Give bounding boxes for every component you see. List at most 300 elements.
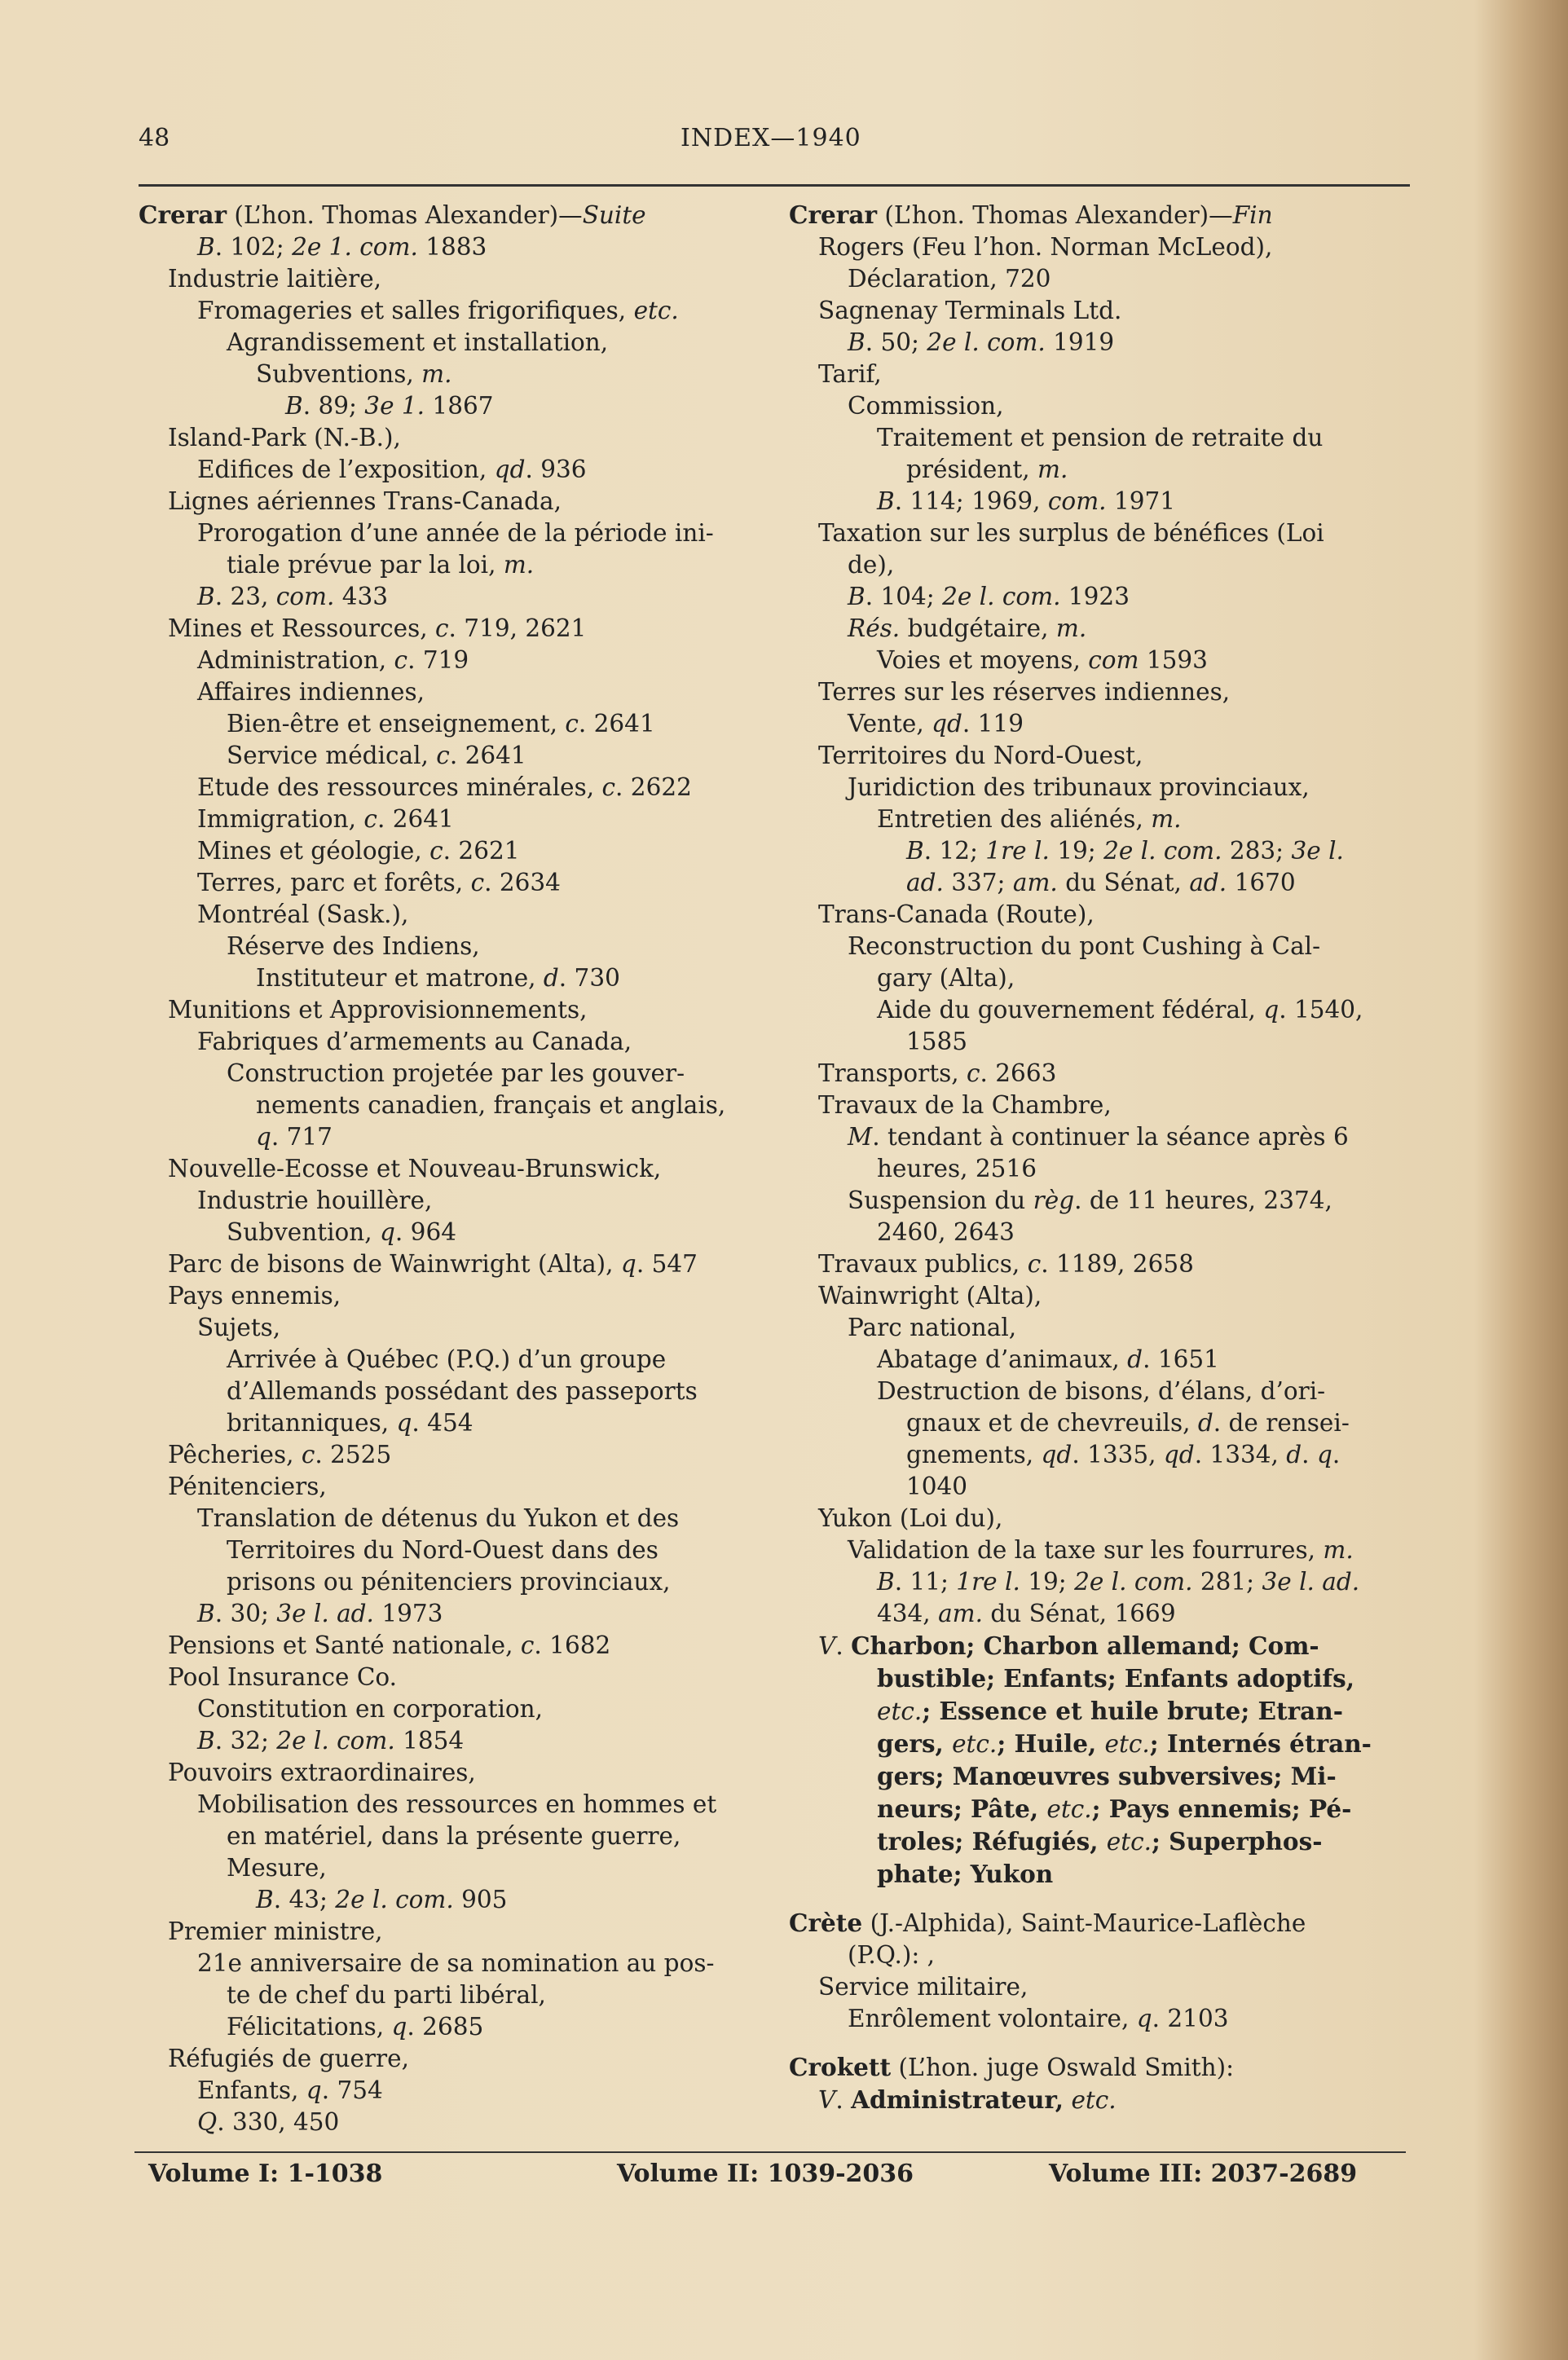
- index-line-text: q: [396, 1409, 412, 1437]
- page-header: [139, 124, 1410, 160]
- index-line: [789, 1695, 1412, 1728]
- index-line-text: 3e l. ad.: [276, 1600, 374, 1627]
- index-line-text: 1585: [906, 1028, 968, 1055]
- index-line: [139, 613, 758, 645]
- index-line-text: . 1651: [1143, 1345, 1219, 1373]
- index-line-text: ad.: [1189, 869, 1227, 896]
- index-line: [139, 645, 758, 676]
- index-line-text: . de 11 heures, 2374,: [1074, 1187, 1332, 1214]
- index-line: [789, 1280, 1412, 1312]
- index-line-text: .: [1302, 1441, 1317, 1468]
- index-line-text: . 1334,: [1194, 1441, 1287, 1468]
- index-line: [789, 1344, 1412, 1376]
- index-line: [789, 1858, 1412, 1891]
- index-line-text: qd: [1041, 1441, 1072, 1468]
- index-line-text: . 754: [321, 2076, 383, 2104]
- index-line-text: c: [394, 646, 408, 674]
- index-line: [139, 1090, 758, 1121]
- index-line: [139, 1471, 758, 1503]
- index-line-text: .: [835, 1632, 852, 1660]
- index-line-text: Crokett: [789, 2053, 892, 2081]
- index-line-text: Agrandissement et installation,: [227, 328, 609, 356]
- index-line: [789, 295, 1412, 327]
- index-line-text: . 2622: [615, 773, 692, 801]
- index-line-text: Lignes aériennes Trans-Canada,: [168, 487, 562, 515]
- index-line-text: Vente,: [848, 710, 932, 738]
- index-line-text: gers,: [877, 1729, 953, 1758]
- index-line-text: Tarif,: [818, 360, 882, 388]
- index-line: [789, 899, 1412, 931]
- index-line: [789, 1439, 1412, 1471]
- index-line: [139, 1725, 758, 1757]
- index-line: [789, 1940, 1412, 1971]
- index-line-text: du Sénat,: [1057, 869, 1190, 896]
- index-line: [789, 2003, 1412, 2035]
- index-line: [789, 1312, 1412, 1344]
- index-line: [789, 1662, 1412, 1695]
- index-line: [789, 994, 1412, 1026]
- index-line-text: B: [197, 1727, 215, 1755]
- index-line-text: 905: [453, 1886, 508, 1913]
- index-line-text: Taxation sur les surplus de bénéfices (Loi: [818, 519, 1324, 547]
- index-line: [139, 581, 758, 613]
- footer-rule: [134, 2151, 1406, 2153]
- index-line: [139, 1376, 758, 1407]
- index-line-text: . 936: [525, 456, 587, 483]
- index-line-text: . 11;: [894, 1568, 957, 1596]
- index-line-text: Destruction de bisons, d’élans, d’ori-: [877, 1377, 1326, 1405]
- index-line-text: te de chef du parti libéral,: [227, 1981, 546, 2009]
- index-line-text: Pensions et Santé nationale,: [168, 1631, 521, 1659]
- index-line-text: m.: [1055, 614, 1087, 642]
- index-line-text: . 717: [271, 1123, 333, 1151]
- index-line-text: B: [906, 837, 924, 865]
- index-line-text: B: [197, 1600, 215, 1627]
- index-line: [139, 1916, 758, 1948]
- index-line-text: etc.: [1046, 1795, 1092, 1823]
- index-line-text: tiale prévue par la loi,: [227, 551, 504, 579]
- index-line-text: règ: [1033, 1187, 1075, 1214]
- entry-gap: [789, 2035, 1412, 2051]
- index-line-text: Aide du gouvernement fédéral,: [877, 996, 1264, 1024]
- index-line-text: . 2634: [484, 869, 561, 896]
- index-line: [139, 931, 758, 962]
- index-line-text: Validation de la taxe sur les fourrures,: [848, 1536, 1324, 1564]
- index-line-text: com.: [1047, 487, 1107, 515]
- index-line-text: en matériel, dans la présente guerre,: [227, 1822, 681, 1850]
- index-line-text: Abatage d’animaux,: [877, 1345, 1128, 1373]
- index-line-text: Service médical,: [227, 742, 437, 769]
- index-line-text: Juridiction des tribunaux provinciaux,: [848, 773, 1310, 801]
- index-line: [139, 1948, 758, 1979]
- index-line-text: Sujets,: [197, 1314, 281, 1341]
- index-line: [139, 359, 758, 390]
- index-line: [789, 486, 1412, 517]
- index-line: [139, 1693, 758, 1725]
- index-line-text: britanniques,: [227, 1409, 397, 1437]
- index-line-text: Fabriques d’armements au Canada,: [197, 1028, 632, 1055]
- index-line: [139, 1185, 758, 1217]
- index-line-text: 1670: [1227, 869, 1296, 896]
- index-line: [789, 1407, 1412, 1439]
- index-line-text: Arrivée à Québec (P.Q.) d’un groupe: [227, 1345, 667, 1373]
- index-line: [139, 708, 758, 740]
- index-line-text: Premier ministre,: [168, 1918, 383, 1945]
- index-line-text: (L’hon. juge Oswald Smith):: [891, 2054, 1235, 2081]
- index-line: [139, 231, 758, 263]
- index-line: [139, 835, 758, 867]
- index-line: [789, 263, 1412, 295]
- index-line-text: de),: [848, 551, 895, 579]
- index-line: [789, 1566, 1412, 1598]
- entry-gap: [789, 1891, 1412, 1907]
- index-line-text: . 119: [962, 710, 1024, 738]
- index-line: [789, 1217, 1412, 1248]
- index-line-text: d: [543, 964, 559, 992]
- index-line-text: Suite: [582, 201, 646, 229]
- index-line-text: Mines et géologie,: [197, 837, 430, 865]
- index-line-text: Trans-Canada (Route),: [818, 900, 1095, 928]
- index-line: [789, 327, 1412, 359]
- index-line: [789, 1026, 1412, 1058]
- index-line-text: d: [1286, 1441, 1302, 1468]
- index-line-text: heures, 2516: [877, 1155, 1037, 1182]
- index-line-text: Félicitations,: [227, 2013, 392, 2041]
- index-line: [139, 486, 758, 517]
- index-line: [139, 1026, 758, 1058]
- index-line: [139, 1121, 758, 1153]
- index-line-text: q: [256, 1123, 271, 1151]
- index-line-text: troles; Réfugiés,: [877, 1827, 1107, 1856]
- index-line-text: Charbon; Charbon allemand; Com-: [851, 1631, 1319, 1660]
- index-line: [789, 581, 1412, 613]
- index-line: [789, 199, 1412, 231]
- index-line: [139, 199, 758, 231]
- index-line-text: Parc national,: [848, 1314, 1017, 1341]
- index-line-text: Pouvoirs extraordinaires,: [168, 1759, 476, 1786]
- index-line-text: B: [197, 583, 215, 610]
- index-line: [139, 804, 758, 835]
- index-line-text: B: [877, 487, 895, 515]
- index-line-text: . 719: [407, 646, 469, 674]
- index-line-text: Munitions et Approvisionnements,: [168, 996, 588, 1024]
- index-line-text: c: [436, 742, 450, 769]
- index-line-text: ; Superphos-: [1151, 1827, 1323, 1856]
- index-line: [139, 1153, 758, 1185]
- index-line-text: c: [435, 614, 449, 642]
- index-line-text: Constitution en corporation,: [197, 1695, 544, 1723]
- index-line-text: . 50;: [865, 328, 927, 356]
- index-line-text: . 12;: [923, 837, 986, 865]
- index-line-text: 337;: [943, 869, 1013, 896]
- index-line: [789, 1471, 1412, 1503]
- index-line-text: Traitement et pension de retraite du: [877, 424, 1324, 451]
- index-line-text: qd: [932, 710, 962, 738]
- index-line-text: Yukon (Loi du),: [818, 1504, 1003, 1532]
- index-line: [789, 1121, 1412, 1153]
- index-line: [139, 2011, 758, 2043]
- index-line: [139, 740, 758, 772]
- index-line-text: 281;: [1192, 1568, 1262, 1596]
- index-line: [139, 1217, 758, 1248]
- index-line: [789, 676, 1412, 708]
- index-line-text: c: [565, 710, 579, 738]
- index-line-text: ; Essence et huile brute; Etran-: [922, 1697, 1343, 1725]
- index-line-text: q: [1263, 996, 1280, 1024]
- index-line: [139, 1884, 758, 1916]
- index-line-text: etc.: [633, 297, 679, 324]
- index-line-text: Parc de bisons de Wainwright (Alta),: [168, 1250, 621, 1278]
- right-column: [789, 199, 1412, 2116]
- index-line-text: .: [1332, 1441, 1341, 1468]
- index-line-text: Wainwright (Alta),: [818, 1282, 1042, 1310]
- index-line-text: m.: [503, 551, 535, 579]
- index-line-text: 1971: [1106, 487, 1175, 515]
- index-line-text: 283;: [1222, 837, 1292, 865]
- index-line-text: . 454: [412, 1409, 473, 1437]
- index-line-text: 433: [334, 583, 389, 610]
- index-line-text: qd: [494, 456, 526, 483]
- index-line: [139, 1789, 758, 1821]
- index-line-text: Enrôlement volontaire,: [848, 2005, 1137, 2032]
- index-line-text: B: [285, 392, 303, 420]
- index-line-text: bustible; Enfants; Enfants adoptifs,: [877, 1664, 1354, 1693]
- index-line-text: c: [967, 1059, 980, 1087]
- index-line-text: Q: [197, 2108, 218, 2136]
- index-line: [789, 517, 1412, 549]
- index-line-text: . 1682: [534, 1631, 611, 1659]
- index-line-text: Voies et moyens,: [877, 646, 1089, 674]
- index-line: [139, 1407, 758, 1439]
- index-line: [139, 676, 758, 708]
- index-line-text: 19;: [1049, 837, 1104, 865]
- index-line: [789, 740, 1412, 772]
- index-line: [139, 263, 758, 295]
- index-line: [139, 1280, 758, 1312]
- index-line: [139, 1534, 758, 1566]
- index-line-text: q: [380, 1218, 395, 1246]
- index-line: [789, 454, 1412, 486]
- index-line-text: nements canadien, français et anglais,: [256, 1091, 726, 1119]
- index-line-text: Pénitenciers,: [168, 1473, 327, 1500]
- index-line-text: 1867: [425, 392, 494, 420]
- index-line-text: Bien-être et enseignement,: [227, 710, 566, 738]
- index-line-text: 1923: [1060, 583, 1130, 610]
- index-line: [789, 1760, 1412, 1793]
- index-line-text: q: [1136, 2005, 1152, 2032]
- index-line-text: com.: [275, 583, 335, 610]
- index-line: [139, 2075, 758, 2107]
- index-line-text: Immigration,: [197, 805, 364, 833]
- index-line-text: . 330, 450: [217, 2108, 340, 2136]
- index-line-text: . 23,: [214, 583, 276, 610]
- index-line: [139, 454, 758, 486]
- index-line-text: 2e l. com.: [1074, 1568, 1193, 1596]
- index-line-text: etc.: [1104, 1730, 1150, 1758]
- index-line: [139, 1312, 758, 1344]
- index-line-text: 2e l. com.: [927, 328, 1046, 356]
- index-line: [139, 1662, 758, 1693]
- index-line-text: . 2641: [377, 805, 454, 833]
- index-line-text: phate; Yukon: [877, 1860, 1054, 1888]
- index-line-text: ; Pays ennemis; Pé-: [1091, 1794, 1352, 1823]
- index-line-text: Fromageries et salles frigorifiques,: [197, 297, 634, 324]
- index-line-text: gers; Manœuvres subversives; Mi-: [877, 1762, 1337, 1790]
- index-line-text: Terres sur les réserves indiennes,: [818, 678, 1231, 706]
- index-line-text: M: [848, 1123, 873, 1151]
- index-line-text: m.: [421, 360, 452, 388]
- index-line: [789, 1630, 1412, 1662]
- index-line-text: Crète: [789, 1909, 863, 1937]
- index-line-text: . 2525: [315, 1441, 392, 1468]
- index-line-text: ; Huile,: [997, 1729, 1105, 1758]
- index-line-text: . 2103: [1152, 2005, 1229, 2032]
- index-line-text: q: [620, 1250, 636, 1278]
- index-line-text: 1919: [1045, 328, 1115, 356]
- index-line-text: etc.: [877, 1697, 923, 1725]
- index-line-text: 1883: [417, 233, 487, 261]
- index-line-text: qd: [1163, 1441, 1195, 1468]
- index-line-text: . 964: [394, 1218, 456, 1246]
- index-line: [789, 1185, 1412, 1217]
- index-line-text: gnaux et de chevreuils,: [906, 1409, 1198, 1437]
- index-line-text: (L’hon. Thomas Alexander)—: [227, 201, 583, 229]
- index-line-text: du Sénat, 1669: [983, 1600, 1176, 1627]
- index-line-text: Pool Insurance Co.: [168, 1663, 398, 1691]
- index-line-text: c: [1027, 1250, 1042, 1278]
- index-line: [789, 1598, 1412, 1630]
- index-line: [139, 994, 758, 1026]
- index-line-text: Crerar: [789, 200, 877, 229]
- index-line-text: . 43;: [273, 1886, 336, 1913]
- index-line: [139, 1598, 758, 1630]
- index-line: [139, 772, 758, 804]
- index-line-text: Transports,: [818, 1059, 967, 1087]
- index-line-text: Réfugiés de guerre,: [168, 2045, 409, 2072]
- index-line-text: 3e 1.: [364, 392, 425, 420]
- index-line: [139, 1248, 758, 1280]
- index-line: [789, 1728, 1412, 1760]
- index-line-text: . 114; 1969,: [894, 487, 1048, 515]
- index-line-text: B: [256, 1886, 274, 1913]
- index-line-text: Commission,: [848, 392, 1004, 420]
- index-line-text: 1re l.: [956, 1568, 1020, 1596]
- index-line: [789, 1534, 1412, 1566]
- index-line-text: Mines et Ressources,: [168, 614, 435, 642]
- index-line: [789, 2051, 1412, 2084]
- index-line: [139, 327, 758, 359]
- index-line: [789, 390, 1412, 422]
- index-line: [789, 2084, 1412, 2116]
- index-line-text: Etude des ressources minérales,: [197, 773, 602, 801]
- index-line: [139, 899, 758, 931]
- index-line: [789, 613, 1412, 645]
- index-line-text: d: [1197, 1409, 1213, 1437]
- index-line-text: 3e l.: [1291, 837, 1344, 865]
- index-line-text: .: [835, 2086, 852, 2114]
- index-line-text: c: [520, 1631, 535, 1659]
- index-line-text: Administrateur,: [851, 2085, 1064, 2114]
- index-line-text: Edifices de l’exposition,: [197, 456, 495, 483]
- left-column: [139, 199, 758, 2138]
- index-line-text: . 32;: [214, 1727, 277, 1755]
- index-line-text: 21e anniversaire de sa nomination au pos-: [197, 1949, 715, 1977]
- index-line-text: B: [877, 1568, 895, 1596]
- footer-volume-3: Volume III: 2037-2689: [1049, 2160, 1358, 2188]
- index-line-text: Terres, parc et forêts,: [197, 869, 471, 896]
- index-line: [789, 1971, 1412, 2003]
- index-line: [139, 1566, 758, 1598]
- index-line-text: gnements,: [906, 1441, 1042, 1468]
- index-line-text: 19;: [1020, 1568, 1075, 1596]
- index-line-text: 2e l. com.: [335, 1886, 454, 1913]
- index-line-text: 2460, 2643: [877, 1218, 1015, 1246]
- index-line: [789, 1248, 1412, 1280]
- index-line-text: prisons ou pénitenciers provinciaux,: [227, 1568, 671, 1596]
- index-line-text: Crerar: [139, 200, 227, 229]
- index-line-text: Fin: [1232, 201, 1273, 229]
- index-line: [139, 2043, 758, 2075]
- index-line-text: 1593: [1139, 646, 1208, 674]
- index-line-text: q: [306, 2076, 322, 2104]
- index-line: [139, 962, 758, 994]
- index-line: [789, 1825, 1412, 1858]
- index-line-text: m.: [1323, 1536, 1354, 1564]
- index-line-text: com: [1088, 646, 1139, 674]
- index-line: [789, 962, 1412, 994]
- index-line-text: d: [1127, 1345, 1143, 1373]
- index-line-text: Translation de détenus du Yukon et des: [197, 1504, 680, 1532]
- index-line-text: c: [429, 837, 443, 865]
- index-line-text: (L’hon. Thomas Alexander)—: [877, 201, 1233, 229]
- index-line-text: 2e 1. com.: [292, 233, 418, 261]
- index-line-text: B: [848, 583, 865, 610]
- index-line-text: Nouvelle-Ecosse et Nouveau-Brunswick,: [168, 1155, 662, 1182]
- index-line: [139, 1821, 758, 1852]
- index-line: [139, 1630, 758, 1662]
- index-line-text: Pêcheries,: [168, 1441, 302, 1468]
- index-line-text: 2e l. com.: [1103, 837, 1222, 865]
- index-line: [789, 1793, 1412, 1825]
- header-rule: [139, 184, 1410, 187]
- index-line-text: Prorogation d’une année de la période ini-: [197, 519, 714, 547]
- index-line: [789, 804, 1412, 835]
- index-line: [789, 708, 1412, 740]
- index-line: [139, 867, 758, 899]
- index-line-text: 434,: [877, 1600, 939, 1627]
- index-line-text: Travaux de la Chambre,: [818, 1091, 1112, 1119]
- index-line-text: . 102;: [214, 233, 293, 261]
- index-line-text: Island-Park (N.-B.),: [168, 424, 401, 451]
- index-line: [789, 422, 1412, 454]
- index-line-text: am.: [1012, 869, 1058, 896]
- index-line-text: B: [848, 328, 865, 356]
- index-line-text: Déclaration, 720: [848, 265, 1051, 293]
- index-line-text: ; Internés étran-: [1149, 1729, 1372, 1758]
- index-line: [789, 1907, 1412, 1940]
- index-line: [789, 772, 1412, 804]
- index-line-text: q: [1316, 1441, 1332, 1468]
- index-line-text: V: [818, 1632, 836, 1660]
- index-line: [139, 1439, 758, 1471]
- index-line-text: président,: [906, 456, 1037, 483]
- index-line: [139, 1503, 758, 1534]
- index-line-text: 2e l. com.: [276, 1727, 395, 1755]
- index-line-text: . 1540,: [1279, 996, 1363, 1024]
- index-line: [139, 1979, 758, 2011]
- index-line: [139, 422, 758, 454]
- index-line: [789, 645, 1412, 676]
